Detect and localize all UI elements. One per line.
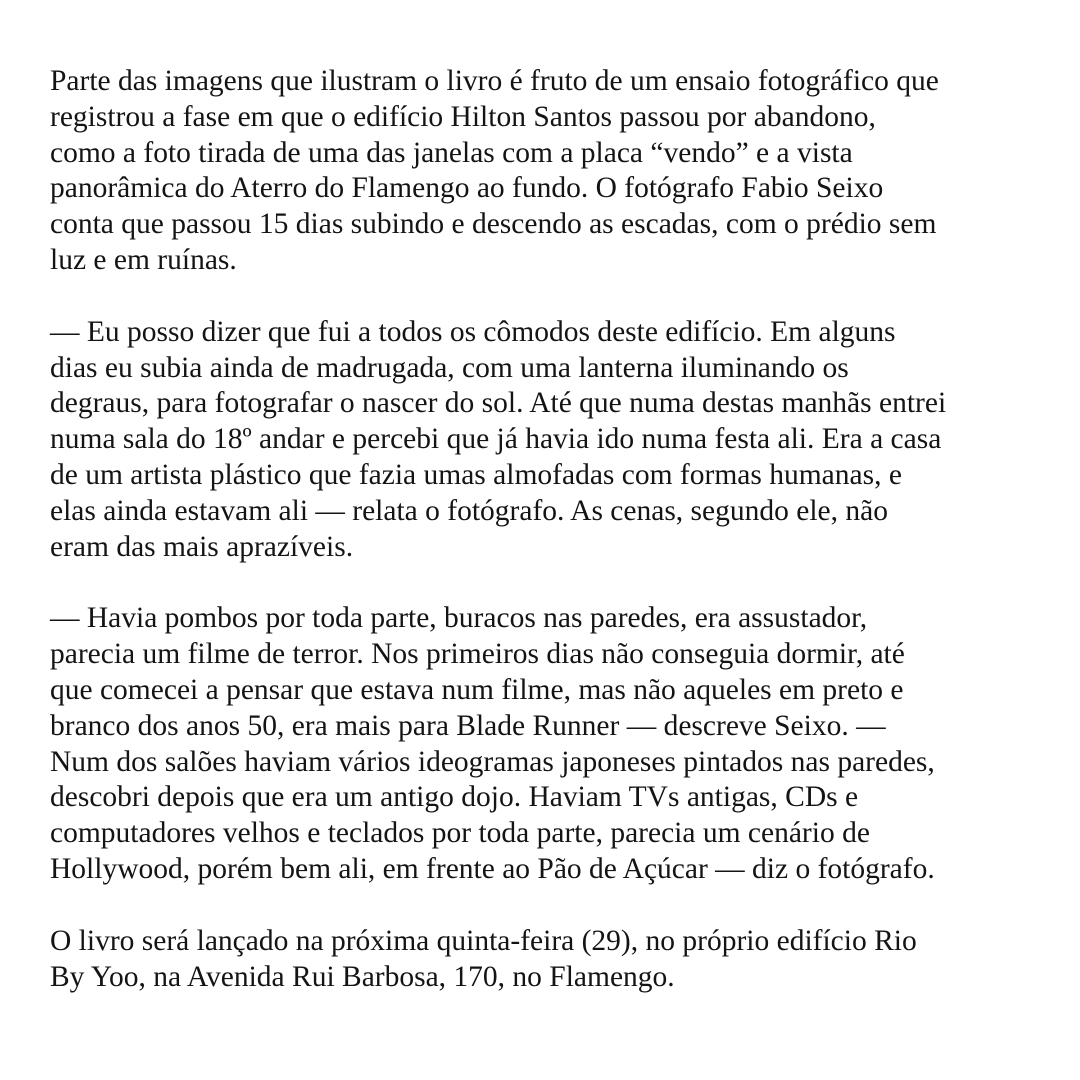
text-line: degraus, para fotografar o nascer do sol. Até que numa destas manhãs entrei [50,387,947,420]
text-line: conta que passou 15 dias subindo e descendo as escadas, com o prédio sem [50,208,937,241]
text-line: descobri depois que era um antigo dojo. Haviam TVs antigas, CDs e [50,781,859,814]
paragraph-3 [50,601,1040,887]
text-line: luz e em ruínas. [50,243,237,276]
text-line: que comecei a pensar que estava num filme, mas não aqueles em preto e [50,673,904,706]
paragraph-2 [50,315,1040,566]
text-line: Num dos salões haviam vários ideogramas japoneses pintados nas paredes, [50,745,935,778]
text-line: Parte das imagens que ilustram o livro é fruto de um ensaio fotográfico que [50,65,939,97]
text-line: panorâmica do Aterro do Flamengo ao fundo. O fotógrafo Fabio Seixo [50,172,884,205]
paragraph-1 [50,64,1040,279]
text-line: eram das mais aprazíveis. [50,530,354,563]
article-body [50,64,1040,1031]
text-line: — Eu posso dizer que fui a todos os cômodos deste edifício. Em alguns [50,315,896,348]
paragraph-4 [50,924,1040,996]
text-line: registrou a fase em que o edifício Hilton Santos passou por abandono, [50,100,876,133]
text-line: dias eu subia ainda de madrugada, com uma lanterna iluminando os [50,351,849,384]
text-line: computadores velhos e teclados por toda parte, parecia um cenário de [50,817,870,850]
text-line: como a foto tirada de uma das janelas com a placa “vendo” e a vista [50,136,853,169]
text-line: elas ainda estavam ali — relata o fotógrafo. As cenas, segundo ele, não [50,494,888,527]
text-line: parecia um filme de terror. Nos primeiros dias não conseguia dormir, até [50,638,905,671]
text-line: numa sala do 18º andar e percebi que já havia ido numa festa ali. Era a casa [50,423,942,456]
text-line: Hollywood, porém bem ali, em frente ao Pão de Açúcar — diz o fotógrafo. [50,852,935,885]
text-line: branco dos anos 50, era mais para Blade Runner — descreve Seixo. — [50,709,886,742]
text-line: By Yoo, na Avenida Rui Barbosa, 170, no Flamengo. [50,960,675,993]
text-line: O livro será lançado na próxima quinta-feira (29), no próprio edifício Rio [50,924,917,957]
text-line: de um artista plástico que fazia umas almofadas com formas humanas, e [50,458,902,491]
text-line: — Havia pombos por toda parte, buracos nas paredes, era assustador, [50,602,868,635]
